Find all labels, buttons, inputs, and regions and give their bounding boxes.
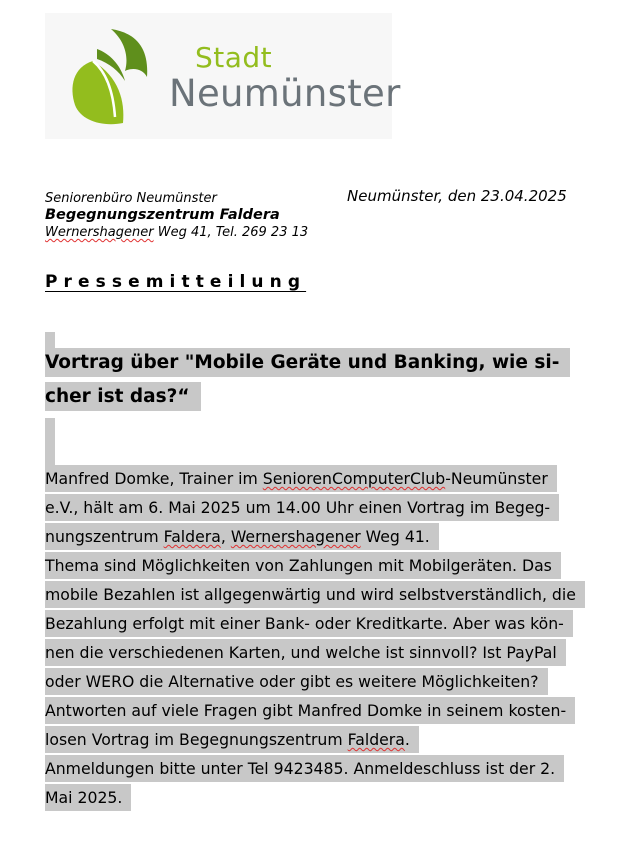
text-line: nen die verschiedenen Karten, und welche ist sinnvoll? Ist PayPal bbox=[45, 639, 566, 666]
logo-text-stadt: Stadt bbox=[195, 41, 273, 74]
spell-underlined-word: Wernershagener bbox=[230, 527, 361, 546]
highlight-marker bbox=[45, 418, 55, 466]
leaf-logo-icon bbox=[67, 27, 151, 127]
text-line: Manfred Domke, Trainer im SeniorenComputerClub-Neumünster bbox=[45, 465, 557, 492]
spell-underlined-word: SeniorenComputerClub bbox=[262, 469, 446, 488]
sender-office: Seniorenbüro Neumünster bbox=[45, 191, 217, 206]
paragraph-3 bbox=[45, 754, 593, 812]
spell-underlined-word: Faldera bbox=[347, 730, 405, 749]
text-line: oder WERO die Alternative oder gibt es weitere Möglichkeiten? bbox=[45, 668, 548, 695]
headline bbox=[45, 346, 593, 414]
text-line: Thema sind Möglichkeiten von Zahlungen mit Mobilgeräten. Das bbox=[45, 552, 561, 579]
text-line: mobile Bezahlen ist allgegenwärtig und wird selbstverständlich, die bbox=[45, 581, 585, 608]
logo-text-city: Neumünster bbox=[169, 72, 401, 115]
press-release-title: Pressemitteilung bbox=[45, 272, 307, 292]
sender-address bbox=[45, 224, 308, 241]
text-line: Antworten auf viele Fragen gibt Manfred Domke in seinem kosten- bbox=[45, 697, 575, 724]
body-text bbox=[45, 464, 593, 812]
text-line: Anmeldungen bitte unter Tel 9423485. Anmeldeschluss ist der 2. bbox=[45, 755, 564, 782]
text-line: losen Vortrag im Begegnungszentrum Faldera. bbox=[45, 726, 419, 753]
spell-underlined-word: Wernershagener bbox=[45, 225, 154, 240]
text-line: e.V., hält am 6. Mai 2025 um 14.00 Uhr einen Vortrag im Begeg- bbox=[45, 494, 559, 521]
headline-line-1: Vortrag über "Mobile Geräte und Banking, wie si- bbox=[45, 348, 570, 377]
address-rest: Weg 41, Tel. 269 23 13 bbox=[153, 225, 309, 240]
text-line: nungszentrum Faldera, Wernershagener Weg 41. bbox=[45, 523, 439, 550]
paragraph-2 bbox=[45, 551, 593, 754]
text-line: Mai 2025. bbox=[45, 784, 131, 811]
headline-line-2: cher ist das?“ bbox=[45, 382, 201, 411]
paragraph-1 bbox=[45, 464, 593, 551]
sender-block bbox=[45, 190, 308, 241]
spell-underlined-word: Faldera bbox=[163, 527, 221, 546]
sender-center: Begegnungszentrum Faldera bbox=[45, 207, 280, 223]
city-logo bbox=[45, 13, 401, 139]
text-line: Bezahlung erfolgt mit einer Bank- oder Kreditkarte. Aber was kön- bbox=[45, 610, 573, 637]
date-line: Neumünster, den 23.04.2025 bbox=[347, 187, 567, 205]
